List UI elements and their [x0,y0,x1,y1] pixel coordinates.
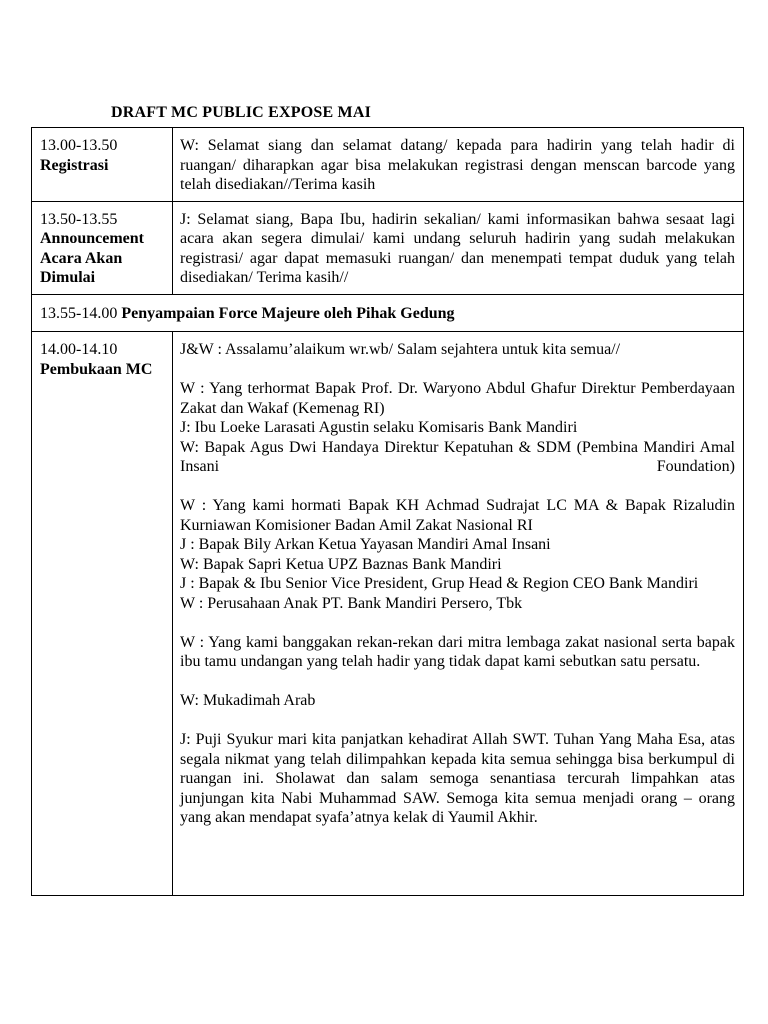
table-row [32,201,744,294]
script-line: W : Perusahaan Anak PT. Bank Mandiri Persero, Tbk [180,594,523,612]
paragraph-gap [180,672,735,692]
time-range: 13.00-13.50 [40,137,118,154]
session-label: Registrasi [40,156,109,174]
script-line: W: Bapak Sapri Ketua UPZ Baznas Bank Mandiri [180,555,502,573]
script-cell [173,332,744,896]
script-line: J&W : Assalamu’alaikum wr.wb/ Salam sejahtera untuk kita semua// [180,341,621,358]
time-range: 14.00-14.10 [40,341,118,358]
paragraph-gap [180,360,735,380]
time-range: 13.50-13.55 [40,210,118,228]
table-row [32,294,744,332]
document-title: DRAFT MC PUBLIC EXPOSE MAI [111,104,372,121]
table-row [32,332,744,896]
session-label: Pembukaan MC [40,360,153,378]
script-text: J: Selamat siang, Bapa Ibu, hadirin sekalian/ kami informasikan bahwa sesaat lagi acara akan segera dimulai/ kami undang seluruh hadirin yang sudah melakukan registrasi/ agar dapat memasuki ruangan/ dan menempati tempat duduk yang telah disediakan/ Terima kasih// [180,210,735,286]
script-line: W: Mukadimah Arab [180,692,316,709]
paragraph-gap [180,477,735,497]
script-cell [173,201,744,294]
session-label: Penyampaian Force Majeure oleh Pihak Gedung [121,304,455,322]
script-line: W: Bapak Agus Dwi Handaya Direktur Kepatuhan & SDM (Pembina Mandiri Amal Insani Foundation) [180,438,735,475]
session-label: Announcement Acara Akan Dimulai [40,230,145,286]
script-text: W: Selamat siang dan selamat datang/ kepada para hadirin yang telah hadir di ruangan/ diharapkan agar bisa melakukan registrasi dengan menscan barcode yang telah disediakan//Terima kasih [180,137,735,193]
time-cell [32,128,173,202]
time-cell [32,332,173,896]
script-line: W : Yang kami banggakan rekan-rekan dari mitra lembaga zakat nasional serta bapak ibu tamu undangan yang telah hadir yang tidak dapat kami sebutkan satu persatu. [180,633,735,670]
script-cell [173,128,744,202]
mc-schedule-table [31,127,744,896]
script-line: J : Bapak & Ibu Senior Vice President, Grup Head & Region CEO Bank Mandiri [180,575,699,592]
script-line: J : Bapak Bily Arkan Ketua Yayasan Mandiri Amal Insani [180,536,551,553]
full-width-cell [32,294,744,332]
table-row [32,128,744,202]
paragraph-gap [180,711,735,731]
time-cell [32,201,173,294]
script-line: W : Yang terhormat Bapak Prof. Dr. Waryono Abdul Ghafur Direktur Pemberdayaan Zakat dan Wakaf (Kemenag RI) [180,380,735,417]
time-range: 13.55-14.00 [40,304,118,322]
script-line: J: Puji Syukur mari kita panjatkan kehadirat Allah SWT. Tuhan Yang Maha Esa, atas segala nikmat yang telah dilimpahkan kepada kita semua sehingga bisa berkumpul di ruangan ini. Sholawat dan salam semoga senantiasa tercurah limpahkan atas junjungan kita Nabi Muhammad SAW. Semoga kita semua menjadi orang – orang yang akan mendapat syafa’atnya kelak di Yaumil Akhir. [180,731,735,826]
script-line: W : Yang kami hormati Bapak KH Achmad Sudrajat LC MA & Bapak Rizaludin Kurniawan Komisioner Badan Amil Zakat Nasional RI [180,497,735,534]
paragraph-gap [180,613,735,633]
script-line: J: Ibu Loeke Larasati Agustin selaku Komisaris Bank Mandiri [180,419,578,436]
